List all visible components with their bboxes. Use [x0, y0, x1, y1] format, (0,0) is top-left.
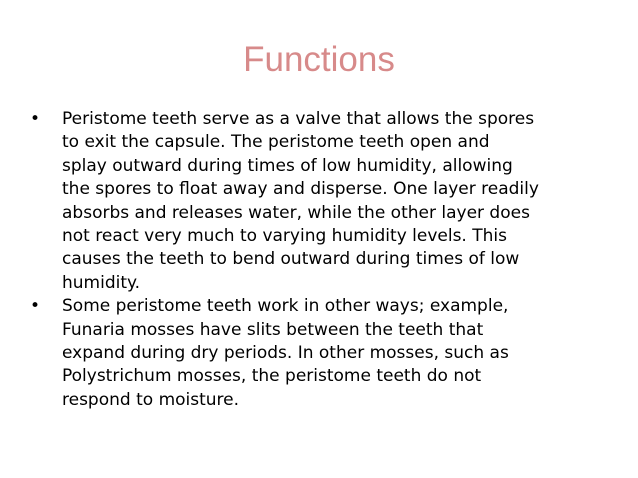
text-line: Peristome teeth serve as a valve that allows the spores	[62, 109, 535, 129]
bullet-text	[62, 108, 610, 295]
bullet-text	[62, 295, 610, 412]
bullet-item-1	[30, 108, 610, 295]
text-line: Polystrichum mosses, the peristome teeth do not	[62, 366, 482, 387]
bullet-point-icon: •	[30, 296, 41, 317]
text-line: to exit the capsule. The peristome teeth open and	[62, 132, 490, 153]
bullet-point-icon: •	[30, 109, 41, 129]
text-line: causes the teeth to bend outward during times of low	[62, 249, 520, 270]
text-line: absorbs and releases water, while the other layer does	[62, 202, 530, 223]
text-line: splay outward during times of low humidity, allowing	[62, 155, 513, 176]
bullet-list	[30, 108, 610, 412]
text-line: Some peristome teeth work in other ways; example,	[62, 296, 509, 317]
bullet-item-2	[30, 295, 610, 412]
text-line: expand during dry periods. In other mosses, such as	[62, 343, 509, 364]
text-line: the spores to float away and disperse. One layer readily	[62, 179, 539, 200]
text-line: not react very much to varying humidity levels. This	[62, 226, 507, 247]
text-line: humidity.	[62, 272, 141, 293]
slide-title: Functions	[243, 40, 395, 79]
text-line: respond to moisture.	[62, 389, 240, 410]
text-line: Funaria mosses have slits between the teeth that	[62, 319, 484, 340]
